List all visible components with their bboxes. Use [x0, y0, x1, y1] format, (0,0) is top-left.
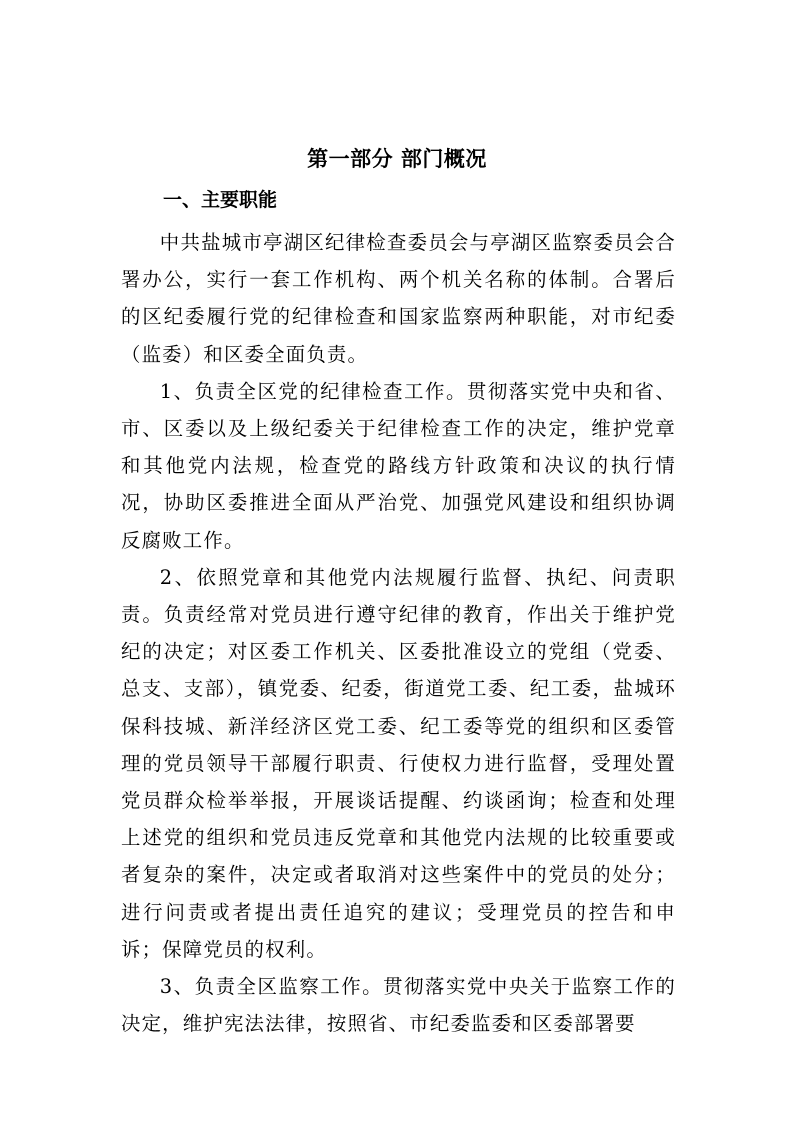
paragraph-duty-1: 1、负责全区党的纪律检查工作。贯彻落实党中央和省、市、区委以及上级纪委关于纪律检查工作的决定，维护党章和其他党内法规，检查党的路线方针政策和决议的执行情况，协助区委推进全面从严治党、加强党风建设和组织协调反腐败工作。 [121, 379, 676, 552]
paragraph-duty-3: 3、负责全区监察工作。贯彻落实党中央关于监察工作的决定，维护宪法法律，按照省、市纪委监委和区委部署要 [121, 975, 676, 1036]
body-text [121, 224, 676, 1042]
paragraph-intro: 中共盐城市亭湖区纪律检查委员会与亭湖区监察委员会合署办公，实行一套工作机构、两个机关名称的体制。合署后的区纪委履行党的纪律检查和国家监察两种职能，对市纪委（监委）和区委全面负责。 [121, 231, 676, 366]
paragraph-duty-2: 2、依照党章和其他党内法规履行监督、执纪、问责职责。负责经常对党员进行遵守纪律的教育，作出关于维护党纪的决定；对区委工作机关、区委批准设立的党组（党委、总支、支部），镇党委、纪委，街道党工委、纪工委，盐城环保科技城、新洋经济区党工委、纪工委等党的组织和区委管理的党员领导干部履行职责、行使权力进行监督，受理处置党员群众检举举报，开展谈话提醒、约谈函询；检查和处理上述党的组织和党员违反党章和其他党内法规的比较重要或者复杂的案件，决定或者取消对这些案件中的党员的处分；进行问责或者提出责任追究的建议；受理党员的控告和申诉；保障党员的权利。 [121, 565, 676, 961]
page-title: 第一部分 部门概况 [307, 147, 487, 171]
section-heading: 一、主要职能 [163, 189, 278, 211]
